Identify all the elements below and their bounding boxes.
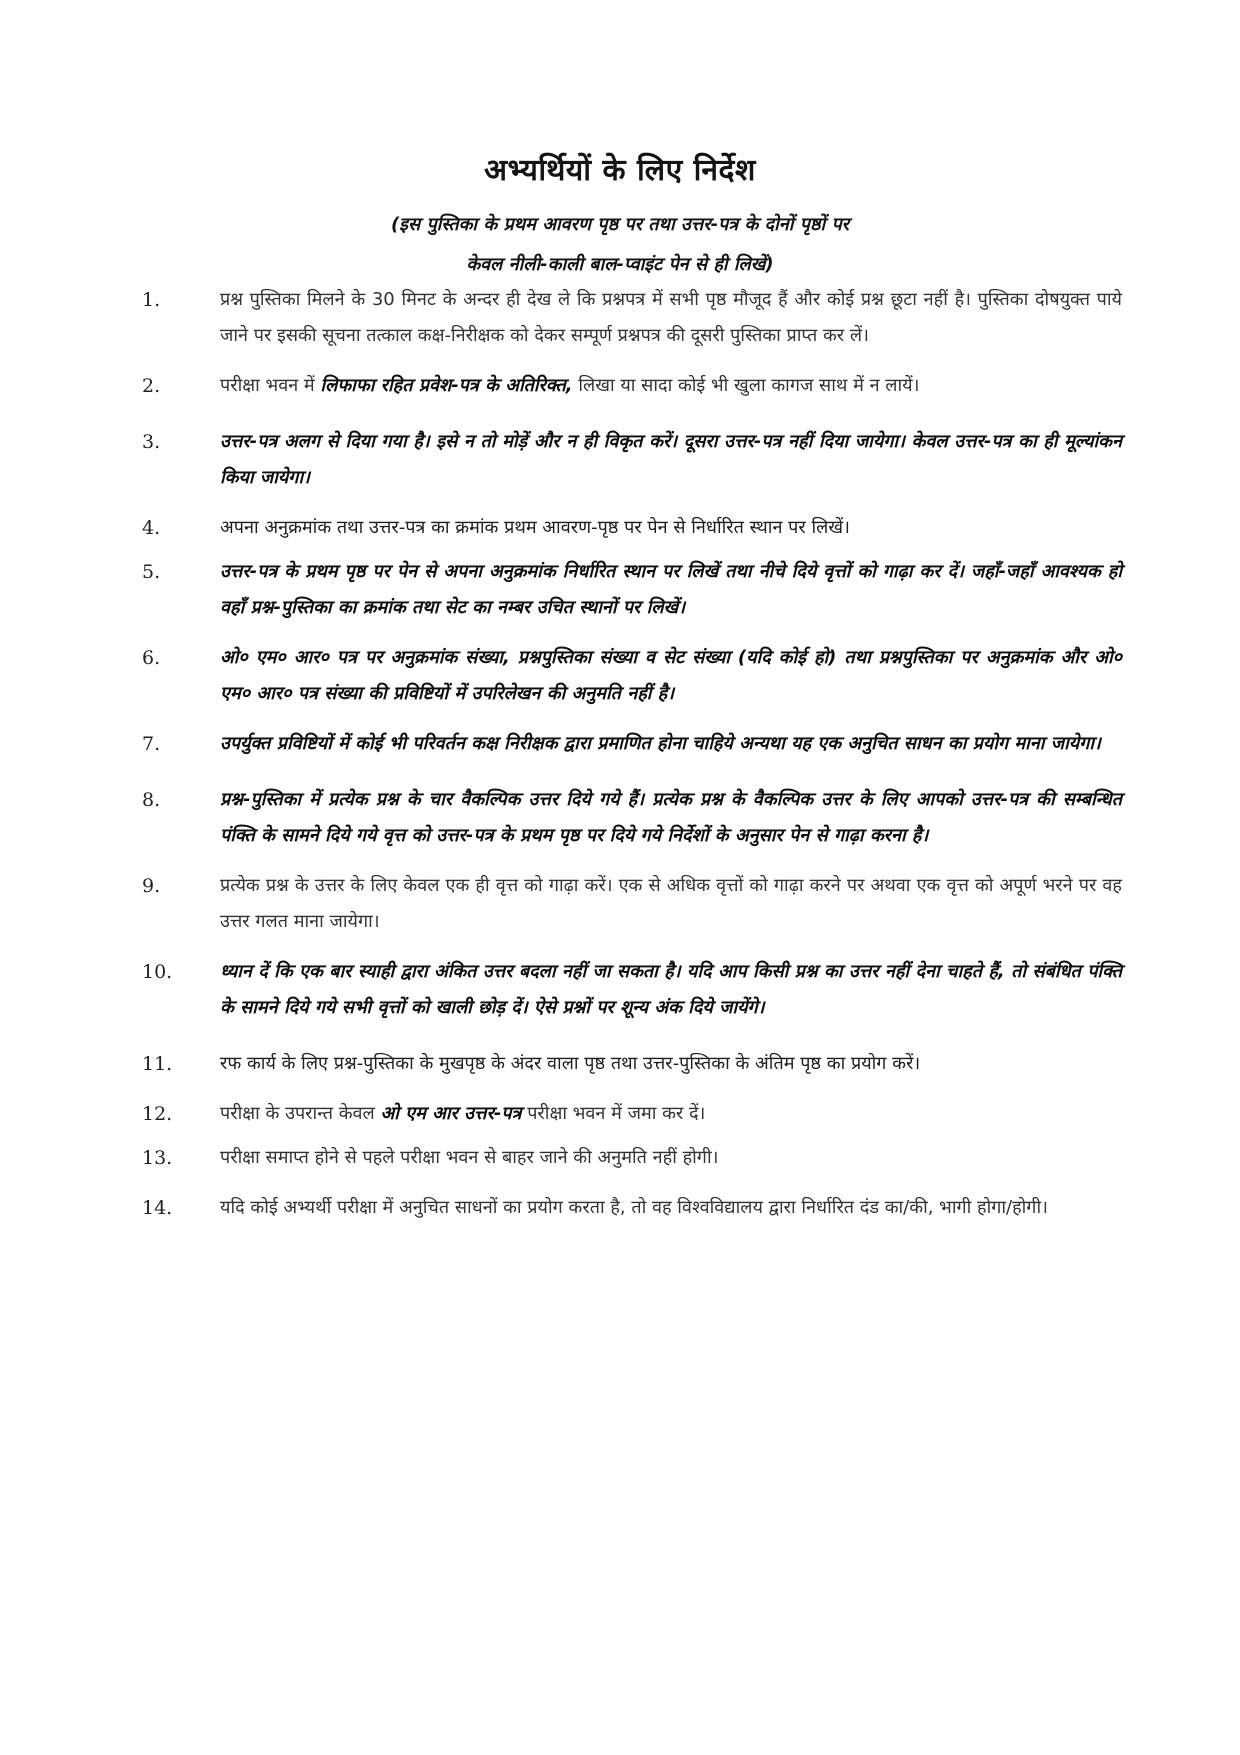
- instruction-number: 3.: [142, 431, 161, 453]
- instruction-text: उत्तर-पत्र अलग से दिया गया है। इसे न तो मोड़ें और न ही विकृत करें। दूसरा उत्तर-पत्र नहीं दिया जायेगा। केवल उत्तर-पत्र का ही मूल्यांकन किया जायेगा।: [220, 431, 1122, 488]
- instruction-text-part: परीक्षा भवन में: [220, 375, 321, 396]
- instruction-text: यदि कोई अभ्यर्थी परीक्षा में अनुचित साधनों का प्रयोग करता है, तो वह विश्वविद्यालय द्वारा निर्धारित दंड का/की, भागी होगा/होगी।: [220, 1197, 1048, 1218]
- instruction-number: 8.: [142, 789, 161, 811]
- instruction-text: ध्यान दें कि एक बार स्याही द्वारा अंकित उत्तर बदला नहीं जा सकता है। यदि आप किसी प्रश्न का उत्तर नहीं देना चाहते हैं, तो संबंधित पंक्ति के सामने दिये गये सभी वृत्तों को खाली छोड़ दें। ऐसे प्रश्नों पर शून्य अंक दिये जायेंगे।: [220, 961, 1122, 1018]
- instruction-item-13: [142, 1140, 1122, 1176]
- instruction-text: रफ कार्य के लिए प्रश्न-पुस्तिका के मुखपृष्ठ के अंदर वाला पृष्ठ तथा उत्तर-पुस्तिका के अंतिम पृष्ठ का प्रयोग करें।: [220, 1053, 921, 1074]
- instruction-item-2: [142, 368, 1122, 404]
- instruction-text: प्रश्न-पुस्तिका में प्रत्येक प्रश्न के चार वैकल्पिक उत्तर दिये गये हैं। प्रत्येक प्रश्न के वैकल्पिक उत्तर के लिए आपको उत्तर-पत्र की सम्बन्धित पंक्ति के सामने दिये गये वृत्त को उत्तर-पत्र के प्रथम पृष्ठ पर दिये गये निर्देशों के अनुसार पेन से गाढ़ा करना है।: [220, 789, 1122, 846]
- instruction-item-8: [142, 782, 1122, 854]
- instruction-number: 1.: [142, 289, 161, 311]
- instruction-number: 13.: [142, 1147, 173, 1169]
- instruction-item-4: [142, 510, 1122, 546]
- instruction-text: परीक्षा समाप्त होने से पहले परीक्षा भवन से बाहर जाने की अनुमति नहीं होगी।: [220, 1147, 719, 1168]
- instruction-text: [220, 368, 1122, 404]
- instruction-number: 10.: [142, 961, 173, 983]
- instruction-number: 12.: [142, 1103, 173, 1125]
- instruction-item-14: [142, 1190, 1122, 1226]
- instruction-text-part: लिखा या सादा कोई भी खुला कागज साथ में न लायें।: [572, 375, 920, 396]
- instruction-item-7: [142, 726, 1122, 762]
- instruction-text: ओ० एम० आर० पत्र पर अनुक्रमांक संख्या, प्रश्नपुस्तिका संख्या व सेट संख्या (यदि कोई हो) तथा प्रश्नपुस्तिका पर अनुक्रमांक और ओ० एम० आर० पत्र संख्या की प्रविष्टियों में उपरिलेखन की अनुमति नहीं है।: [220, 647, 1122, 704]
- instruction-text: उपर्युक्त प्रविष्टियों में कोई भी परिवर्तन कक्ष निरीक्षक द्वारा प्रमाणित होना चाहिये अन्यथा यह एक अनुचित साधन का प्रयोग माना जायेगा।: [220, 733, 1101, 754]
- instruction-item-3: [142, 424, 1122, 496]
- instruction-text: प्रत्येक प्रश्न के उत्तर के लिए केवल एक ही वृत्त को गाढ़ा करें। एक से अधिक वृत्तों को गाढ़ा करने पर अथवा एक वृत्त को अपूर्ण भरने पर वह उत्तर गलत माना जायेगा।: [220, 875, 1122, 932]
- instruction-number: 14.: [142, 1197, 173, 1219]
- instruction-number: 4.: [142, 517, 161, 539]
- instruction-number: 11.: [142, 1053, 173, 1075]
- instruction-list: [142, 282, 1122, 1226]
- instruction-text-emphasis: ओ एम आर उत्तर-पत्र: [380, 1103, 522, 1124]
- subtitle-line-1: (इस पुस्तिका के प्रथम आवरण पृष्ठ पर तथा उत्तर-पत्र के दोनों पृष्ठों पर: [390, 214, 850, 235]
- instruction-item-12: [142, 1096, 1122, 1132]
- instruction-text-emphasis: लिफाफा रहित प्रवेश-पत्र के अतिरिक्त,: [320, 375, 573, 396]
- instruction-item-9: [142, 868, 1122, 940]
- instruction-text-part: परीक्षा भवन में जमा कर दें।: [521, 1103, 706, 1124]
- instruction-item-6: [142, 640, 1122, 712]
- instruction-text: प्रश्न पुस्तिका मिलने के 30 मिनट के अन्दर ही देख ले कि प्रश्नपत्र में सभी पृष्ठ मौजूद हैं और कोई प्रश्न छूटा नहीं है। पुस्तिका दोषयुक्त पाये जाने पर इसकी सूचना तत्काल कक्ष-निरीक्षक को देकर सम्पूर्ण प्रश्नपत्र की दूसरी पुस्तिका प्राप्त कर लें।: [220, 289, 1122, 346]
- instruction-number: 7.: [142, 733, 161, 755]
- instruction-item-5: [142, 554, 1122, 626]
- instruction-number: 2.: [142, 375, 161, 397]
- instruction-text: [220, 1096, 1122, 1132]
- instruction-text: उत्तर-पत्र के प्रथम पृष्ठ पर पेन से अपना अनुक्रमांक निर्धारित स्थान पर लिखें तथा नीचे दिये वृत्तों को गाढ़ा कर दें। जहाँ-जहाँ आवश्यक हो वहाँ प्रश्न-पुस्तिका का क्रमांक तथा सेट का नम्बर उचित स्थानों पर लिखें।: [220, 561, 1122, 618]
- instruction-number: 6.: [142, 647, 161, 669]
- instruction-item-10: [142, 954, 1122, 1026]
- instruction-text: अपना अनुक्रमांक तथा उत्तर-पत्र का क्रमांक प्रथम आवरण-पृष्ठ पर पेन से निर्धारित स्थान पर लिखें।: [220, 517, 850, 538]
- instruction-number: 5.: [142, 561, 161, 583]
- page-title: अभ्यर्थियों के लिए निर्देश: [484, 153, 756, 188]
- instruction-number: 9.: [142, 875, 161, 897]
- instruction-item-1: [142, 282, 1122, 354]
- subtitle-line-2: केवल नीली-काली बाल-प्वाइंट पेन से ही लिखें): [466, 254, 774, 275]
- instruction-item-11: [142, 1046, 1122, 1082]
- instruction-text-part: परीक्षा के उपरान्त केवल: [220, 1103, 381, 1124]
